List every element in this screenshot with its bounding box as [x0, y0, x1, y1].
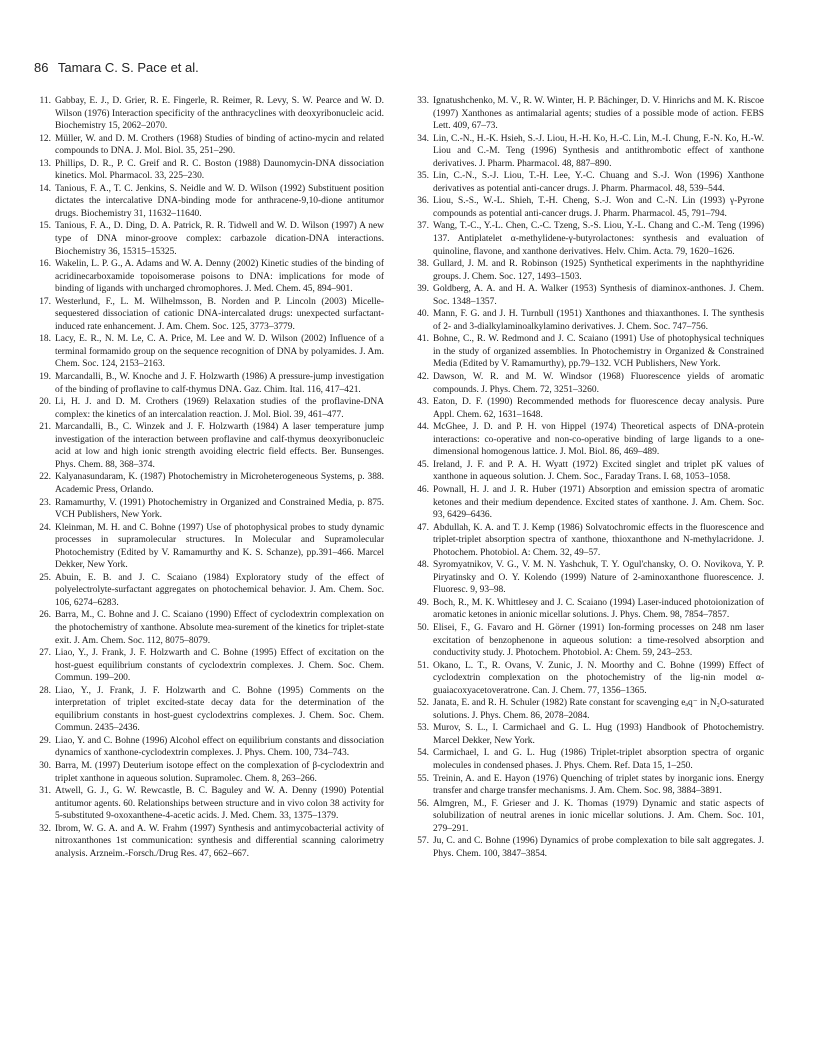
reference-text: Elisei, F., G. Favaro and H. Görner (1991) Ion-forming processes on 248 nm laser excitation of benzophenone in aqueous solution: a time-resolved absorption and conductivity study. J. Photochem. Photobiol. A: Chem. 59, 243–253.: [433, 622, 764, 659]
reference-entry: [34, 823, 384, 861]
reference-entry: [34, 258, 384, 296]
reference-text: Dawson, W. R. and M. W. Windsor (1968) Fluorescence yields of aromatic compounds. J. Phys. Chem. 72, 3251–3260.: [433, 372, 764, 395]
reference-text: Wakelin, L. P. G., A. Adams and W. A. Denny (2002) Kinetic studies of the binding of acridinecarboxamide topoisomerase poisons to DNA: implications for mode of binding of ligands with uncharged chromophores. J. Med. Chem. 45, 894–901.: [55, 259, 384, 295]
reference-text: Boch, R., M. K. Whittlesey and J. C. Scaiano (1994) Laser-induced photoionization of aromatic ketones in anionic micellar solutions. J. Phys. Chem. 98, 7854–7857.: [433, 597, 764, 621]
reference-text: Pownall, H. J. and J. R. Huber (1971) Absorption and emission spectra of aromatic ketones and their medium dependence. Excited states of xanthone. J. Am. Chem. Soc. 93, 6429–6436.: [433, 484, 764, 521]
reference-number: 15.: [39, 221, 51, 232]
reference-text: Okano, L. T., R. Ovans, V. Zunic, J. N. Moorthy and C. Bohne (1999) Effect of cyclodextrin complexation on the photochemistry of the lig-nin model α-guaiacoxyacetoveratrone. Can. J. Chem. 77, 1356–1365.: [433, 660, 764, 696]
reference-entry: [412, 484, 764, 522]
reference-text: Tanious, F. A., D. Ding, D. A. Patrick, R. R. Tidwell and W. D. Wilson (1997) A new type of DNA minor-groove complex: carbazole dication-DNA interactions. Biochemistry 36, 15315–15325.: [55, 221, 384, 257]
reference-text: Marcandalli, B., C. Winzek and J. F. Holzwarth (1984) A laser temperature jump investigation of the interaction between proflavine and calf-thymus deoxyribonucleic acid at low and high ionic strength avoiding electric field effects. Ber. Bunsenges. Phys. Chem. 88, 368–374.: [55, 422, 384, 470]
reference-entry: [412, 835, 764, 860]
reference-text: Abdullah, K. A. and T. J. Kemp (1986) Solvatochromic effects in the fluorescence and triplet-triplet absorption spectra of xanthone, thioxanthone and N-methylacridone. J. Photochem. Photobiol. A: Chem. 32, 49–57.: [433, 522, 764, 558]
reference-entry: [412, 722, 764, 747]
reference-text: Barra, M., C. Bohne and J. C. Scaiano (1990) Effect of cyclodextrin complexation on the photochemistry of xanthone. Absolute mea-surement of the kinetics for triplet-state exit. J. Am. Chem. Soc. 112, 8075–8079.: [55, 610, 384, 646]
page-number: 86: [34, 60, 49, 75]
reference-text: Mann, F. G. and J. H. Turnbull (1951) Xanthones and thiaxanthones. I. The synthesis of 2- and 3-dialkylaminoalkylamino derivatives. J. Chem. Soc. 747–756.: [433, 309, 764, 332]
reference-number: 55.: [417, 773, 429, 784]
reference-entry: [34, 609, 384, 647]
reference-text: Carmichael, I. and G. L. Hug (1986) Triplet-triplet absorption spectra of organic molecules in condensed phases. J. Phys. Chem. Ref. Data 15, 1–250.: [433, 748, 764, 771]
reference-text: Li, H. J. and D. M. Crothers (1969) Relaxation studies of the proflavine-DNA complex: the kinetics of an intercalation reaction. J. Mol. Biol. 39, 461–477.: [55, 397, 384, 420]
reference-number: 13.: [39, 158, 51, 169]
reference-number: 12.: [39, 133, 51, 144]
reference-number: 42.: [417, 372, 429, 383]
reference-entry: [34, 371, 384, 396]
reference-entry: [34, 522, 384, 572]
reference-entry: [34, 685, 384, 735]
reference-number: 21.: [39, 422, 51, 433]
reference-entry: [412, 660, 764, 698]
reference-text: Liao, Y., J. Frank, J. F. Holzwarth and C. Bohne (1995) Comments on the interpretation of triplet excited-state decay data for the determination of the equilibrium constants in host-guest cyclodextrins complexes. J. Chem. Soc. Chem. Commun. 2435–2436.: [55, 685, 384, 734]
reference-number: 52.: [417, 698, 429, 709]
reference-text: Gullard, J. M. and R. Robinson (1925) Synthetical experiments in the naphthyridine groups. J. Chem. Soc. 127, 1493–1503.: [433, 259, 764, 282]
reference-entry: [412, 697, 764, 722]
running-header: [34, 60, 199, 75]
reference-entry: [34, 647, 384, 685]
reference-number: 41.: [417, 334, 429, 345]
reference-entry: [412, 747, 764, 772]
reference-text: Barra, M. (1997) Deuterium isotope effect on the complexation of β-cyclodextrin and triplet xanthone in aqueous solution. Supramolec. Chem. 8, 263–266.: [55, 760, 384, 784]
reference-entry: [412, 522, 764, 560]
reference-text: Liou, S.-S., W.-L. Shieh, T.-H. Cheng, S.-J. Won and C.-N. Lin (1993) γ-Pyrone compounds as potential anti-cancer drugs. J. Pharm. Pharmacol. 45, 791–794.: [433, 196, 764, 219]
reference-entry: [412, 622, 764, 660]
reference-number: 56.: [417, 798, 429, 809]
reference-text: Lacy, E. R., N. M. Le, C. A. Price, M. Lee and W. D. Wilson (2002) Influence of a terminal formamido group on the sequence recognition of DNA by polyamides. J. Am. Chem. Soc. 124, 2153–2163.: [55, 334, 384, 370]
reference-entry: [412, 133, 764, 171]
reference-entry: [412, 371, 764, 396]
reference-entry: [34, 785, 384, 823]
reference-text: Tanious, F. A., T. C. Jenkins, S. Neidle and W. D. Wilson (1992) Substituent position dictates the intercalative DNA-binding mode for anthracene-9,10-dione antitumor drugs. Biochemistry 31, 11632–11640.: [55, 183, 384, 219]
reference-number: 14.: [39, 183, 51, 194]
reference-number: 19.: [39, 372, 51, 383]
reference-text: Kleinman, M. H. and C. Bohne (1997) Use of photophysical probes to study dynamic processes in supramolecular structures. In Molecular and Supramolecular Photochemistry (Edited by V. Ramamurthy and K. S. Schanze), pp.391–466. Marcel Dekker, New York.: [55, 522, 384, 571]
reference-text: Lin, C.-N., S.-J. Liou, T.-H. Lee, Y.-C. Chuang and S.-J. Won (1996) Xanthone derivatives as potential anti-cancer drugs. J. Pharm. Pharmacol. 48, 539–544.: [433, 171, 764, 194]
reference-entry: [34, 735, 384, 760]
reference-number: 16.: [39, 259, 51, 270]
reference-text: Westerlund, F., L. M. Wilhelmsson, B. Norden and P. Lincoln (2003) Micelle-sequestered dissociation of cationic DNA-intercalated drugs: unexpected surfactant-induced rate enhancement. J. Am. Chem. Soc. 125, 3773–3779.: [55, 296, 384, 332]
reference-number: 44.: [417, 422, 429, 433]
reference-entry: [412, 396, 764, 421]
reference-number: 20.: [39, 397, 51, 408]
reference-entry: [412, 308, 764, 333]
reference-text: Lin, C.-N., H.-K. Hsieh, S.-J. Liou, H.-H. Ko, H.-C. Lin, M.-I. Chung, F.-N. Ko, H.-W. Liou and C.-M. Teng (1996) Synthesis and antithrombotic effect of xanthone derivatives. J. Pharm. Pharmacol. 48, 887–890.: [433, 133, 764, 169]
reference-entry: [412, 333, 764, 371]
reference-entry: [34, 497, 384, 522]
reference-entry: [412, 773, 764, 798]
reference-number: 30.: [39, 760, 51, 771]
reference-text: Ireland, J. F. and P. A. H. Wyatt (1972) Excited singlet and triplet pK values of xanthone in aqueous solution. J. Chem. Soc., Faraday Trans. I. 68, 1053–1058.: [433, 459, 764, 483]
reference-number: 22.: [39, 472, 51, 483]
reference-number: 24.: [39, 522, 51, 533]
reference-text: Almgren, M., F. Grieser and J. K. Thomas (1979) Dynamic and static aspects of solubilization of neutral arenes in ionic micellar solutions. J. Am. Chem. Soc. 101, 279–291.: [433, 798, 764, 834]
reference-text: Treinin, A. and E. Hayon (1976) Quenching of triplet states by inorganic ions. Energy transfer and charge transfer mechanisms. J. Am. Chem. Soc. 98, 3884–3891.: [433, 773, 764, 797]
reference-number: 48.: [417, 560, 429, 571]
reference-entry: [34, 220, 384, 258]
reference-entry: [34, 572, 384, 610]
references-right-column: [412, 95, 764, 860]
reference-entry: [34, 396, 384, 421]
reference-text: Bohne, C., R. W. Redmond and J. C. Scaiano (1991) Use of photophysical techniques in the study of organized assemblies. In Photochemistry in Organized & Constrained Media (Edited by V. Ramamurthy), pp.79–132. VCH Publishers, New York.: [433, 334, 764, 370]
reference-number: 35.: [417, 171, 429, 182]
reference-text: Liao, Y. and C. Bohne (1996) Alcohol effect on equilibrium constants and dissociation dynamics of xanthone-cyclodextrin complexes. J. Phys. Chem. 100, 734–743.: [55, 735, 384, 759]
reference-text: Liao, Y., J. Frank, J. F. Holzwarth and C. Bohne (1995) Effect of excitation on the host-guest equilibrium constants of cyclodextrin complexes. J. Chem. Soc. Chem. Commun. 199–200.: [55, 648, 384, 684]
reference-number: 32.: [39, 823, 51, 834]
reference-number: 45.: [417, 459, 429, 470]
reference-text: Kalyanasundaram, K. (1987) Photochemistry in Microheterogeneous Systems, p. 388. Academic Press, Orlando.: [55, 472, 384, 495]
reference-number: 17.: [39, 296, 51, 307]
reference-number: 29.: [39, 735, 51, 746]
reference-number: 11.: [39, 96, 51, 106]
reference-entry: [34, 296, 384, 334]
reference-entry: [412, 258, 764, 283]
reference-number: 33.: [417, 96, 429, 106]
reference-entry: [34, 333, 384, 371]
reference-text: Eaton, D. F. (1990) Recommended methods for fluorescence decay analysis. Pure Appl. Chem. 62, 1631–1648.: [433, 397, 764, 420]
reference-number: 57.: [417, 836, 429, 847]
reference-number: 27.: [39, 648, 51, 659]
reference-entry: [412, 798, 764, 836]
reference-text: Ju, C. and C. Bohne (1996) Dynamics of probe complexation to bile salt aggregates. J. Phys. Chem. 100, 3847–3854.: [433, 836, 764, 859]
reference-number: 46.: [417, 484, 429, 495]
reference-number: 47.: [417, 522, 429, 533]
reference-entry: [412, 559, 764, 597]
reference-number: 28.: [39, 685, 51, 696]
references-left-column: [34, 95, 384, 860]
reference-number: 53.: [417, 723, 429, 734]
reference-number: 40.: [417, 309, 429, 320]
reference-number: 37.: [417, 221, 429, 232]
reference-text: McGhee, J. D. and P. H. von Hippel (1974) Theoretical aspects of DNA-protein interactions: co-operative and non-co-operative binding of large ligands to a one-dimensional homogenous lattice. J. Mol. Biol. 86, 469–489.: [433, 422, 764, 458]
reference-entry: [34, 158, 384, 183]
reference-number: 26.: [39, 610, 51, 621]
reference-number: 49.: [417, 597, 429, 608]
reference-entry: [412, 597, 764, 622]
reference-number: 25.: [39, 572, 51, 583]
reference-text: Atwell, G. J., G. W. Rewcastle, B. C. Baguley and W. A. Denny (1990) Potential antitumor agents. 60. Relationships between structure and in vivo colon 38 activity for 5-substituted 9-oxoxanthene-4-acetic acids. J. Med. Chem. 33, 1375–1379.: [55, 786, 384, 822]
reference-number: 38.: [417, 259, 429, 270]
reference-entry: [412, 95, 764, 133]
reference-text: Ibrom, W. G. A. and A. W. Frahm (1997) Synthesis and antimycobacterial activity of nitroxanthones 1st communication: synthesis and differential scanning calorimetry analysis. Arzneim.-Forsch./Drug Res. 47, 662–667.: [55, 823, 384, 859]
reference-text: Wang, T.-C., Y.-L. Chen, C.-C. Tzeng, S.-S. Liou, Y.-L. Chang and C.-M. Teng (1996) 137. Antiplatelet α-methylidene-γ-butyrolactones: synthesis and evaluation of quinoline, flavone, and xanthone derivatives. Helv. Chim. Acta. 79, 1620–1626.: [433, 221, 764, 257]
running-author: Tamara C. S. Pace et al.: [57, 60, 199, 75]
reference-entry: [412, 421, 764, 459]
reference-entry: [412, 220, 764, 258]
reference-entry: [34, 183, 384, 221]
reference-entry: [34, 471, 384, 496]
reference-text: Ignatushchenko, M. V., R. W. Winter, H. P. Bächinger, D. V. Hinrichs and M. K. Riscoe (1997) Xanthones as antimalarial agents; studies of a possible mode of action. FEBS Lett. 409, 67–73.: [433, 96, 764, 132]
reference-entry: [412, 170, 764, 195]
reference-text: Müller, W. and D. M. Crothers (1968) Studies of binding of actino-mycin and related compounds to DNA. J. Mol. Biol. 35, 251–290.: [55, 133, 384, 157]
reference-number: 51.: [417, 660, 429, 671]
reference-entry: [34, 133, 384, 158]
reference-text: Ramamurthy, V. (1991) Photochemistry in Organized and Constrained Media, p. 875. VCH Publishers, New York.: [55, 497, 384, 521]
reference-number: 50.: [417, 622, 429, 633]
reference-number: 43.: [417, 397, 429, 408]
reference-entry: [34, 95, 384, 133]
reference-text: Murov, S. L., I. Carmichael and G. L. Hug (1993) Handbook of Photochemistry. Marcel Dekker, New York.: [433, 723, 764, 746]
reference-text: Janata, E. and R. H. Schuler (1982) Rate constant for scavenging eₐq⁻ in N₂O-saturated solutions. J. Phys. Chem. 86, 2078–2084.: [433, 698, 764, 721]
reference-entry: [412, 459, 764, 484]
reference-number: 54.: [417, 748, 429, 759]
reference-entry: [34, 421, 384, 471]
reference-number: 18.: [39, 334, 51, 345]
reference-number: 39.: [417, 284, 429, 295]
reference-entry: [34, 760, 384, 785]
reference-text: Goldberg, A. A. and H. A. Walker (1953) Synthesis of diaminox-anthones. J. Chem. Soc. 1348–1357.: [433, 284, 764, 307]
reference-text: Marcandalli, B., W. Knoche and J. F. Holzwarth (1986) A pressure-jump investigation of the binding of proflavine to calf-thymus DNA. Gaz. Chim. Ital. 116, 417–421.: [55, 372, 384, 395]
reference-number: 34.: [417, 133, 429, 144]
reference-text: Abuin, E. B. and J. C. Scaiano (1984) Exploratory study of the effect of polyelectrolyte-surfactant aggregates on photochemical behavior. J. Am. Chem. Soc. 106, 6274–6283.: [55, 572, 384, 608]
reference-number: 23.: [39, 497, 51, 508]
reference-text: Syromyatnikov, V. G., V. M. N. Yashchuk, T. Y. Ogul'chansky, O. O. Novikova, Y. P. Piryatinsky and O. Y. Kolendo (1999) Nature of 2-aminoxanthone fluorescence. J. Fluoresc. 9, 93–98.: [433, 560, 764, 596]
reference-text: Phillips, D. R., P. C. Greif and R. C. Boston (1988) Daunomycin-DNA dissociation kinetics. Mol. Pharmacol. 33, 225–230.: [55, 158, 384, 182]
reference-text: Gabbay, E. J., D. Grier, R. E. Fingerle, R. Reimer, R. Levy, S. W. Pearce and W. D. Wilson (1976) Interaction specificity of the anthracyclines with deoxyribonucleic acid. Biochemistry 15, 2062–2070.: [55, 96, 384, 132]
reference-number: 31.: [39, 786, 51, 797]
reference-entry: [412, 195, 764, 220]
reference-entry: [412, 283, 764, 308]
reference-number: 36.: [417, 196, 429, 207]
